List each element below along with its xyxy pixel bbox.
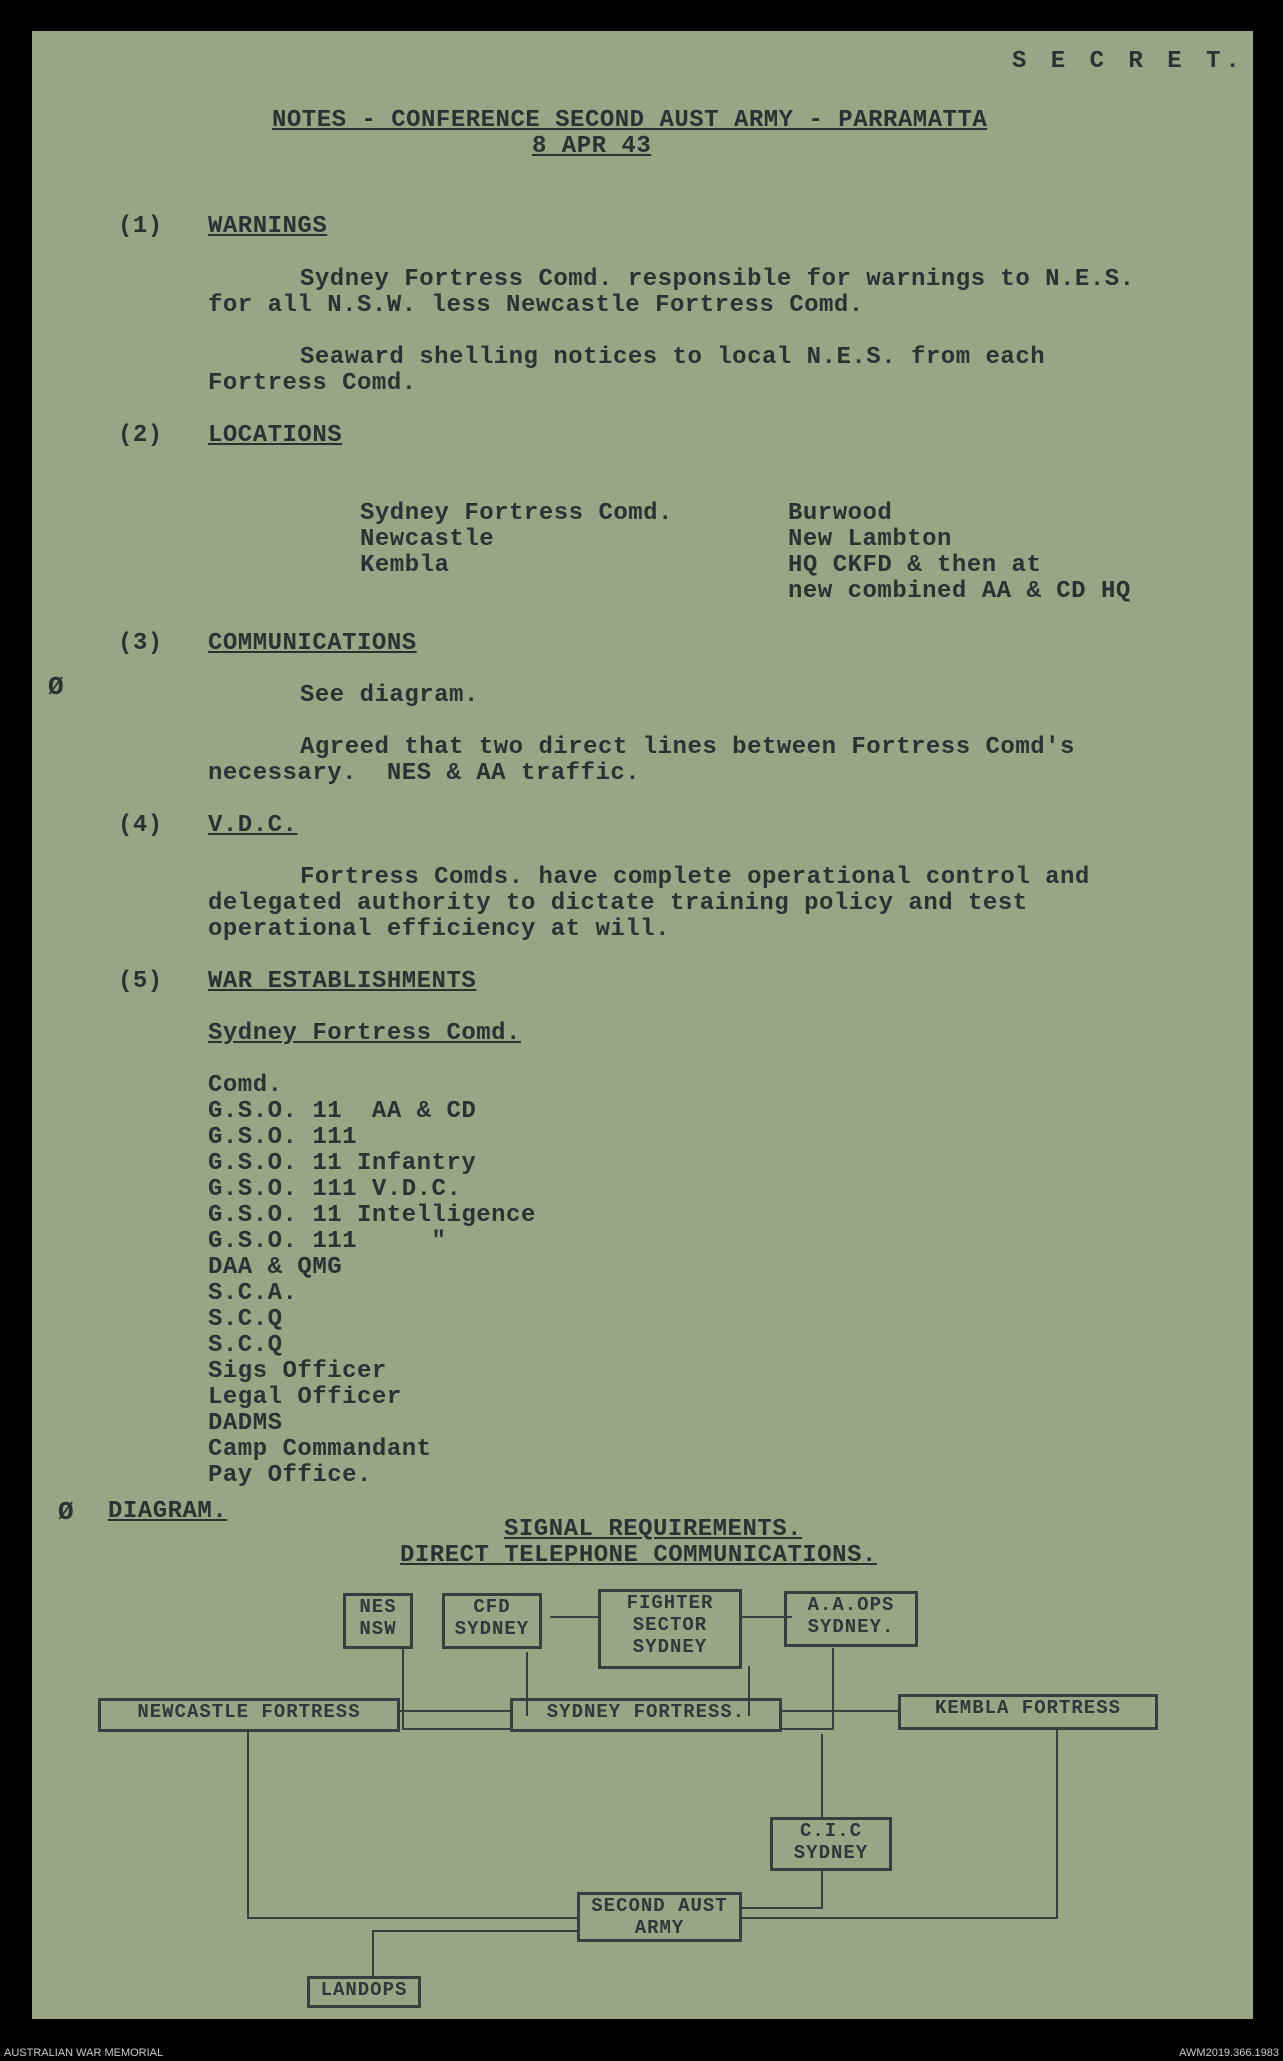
establishment-item: S.C.A. [208, 1280, 298, 1307]
section-number: (4) [118, 812, 163, 839]
establishment-item: G.S.O. 11 Intelligence [208, 1202, 536, 1229]
paragraph-line: Fortress Comds. have complete operational control and [300, 864, 1090, 891]
section-number: (1) [118, 213, 163, 240]
document-page [32, 31, 1253, 2019]
connector-line [740, 1917, 1058, 1919]
location-value: Burwood [788, 500, 893, 527]
establishment-item: G.S.O. 11 AA & CD [208, 1098, 477, 1125]
diagram-subtitle: DIRECT TELEPHONE COMMUNICATIONS. [400, 1542, 877, 1569]
node-newcastle-fortress: NEWCASTLE FORTRESS [98, 1698, 400, 1732]
location-value: New Lambton [788, 526, 952, 553]
margin-mark: Ø [58, 1497, 75, 1527]
node-sydney-fortress: SYDNEY FORTRESS. [510, 1698, 782, 1732]
establishment-item: DAA & QMG [208, 1254, 343, 1281]
location-place: Kembla [360, 552, 450, 579]
establishment-item: S.C.Q [208, 1306, 283, 1333]
footer-accession: AWM2019.366.1983 [1179, 2047, 1279, 2059]
section-heading: WARNINGS [208, 213, 328, 240]
connector-line [372, 1930, 579, 1932]
connector-line [1056, 1730, 1058, 1917]
node-cfd-sydney: CFD SYDNEY [442, 1593, 542, 1649]
paragraph-line: Seaward shelling notices to local N.E.S. from each [300, 344, 1046, 371]
establishment-item: G.S.O. 111 " [208, 1228, 447, 1255]
connector-line [247, 1917, 579, 1919]
establishment-item: G.S.O. 11 Infantry [208, 1150, 477, 1177]
establishment-item: Sigs Officer [208, 1358, 387, 1385]
connector-line [821, 1869, 823, 1907]
connector-line [247, 1730, 249, 1917]
location-place: Sydney Fortress Comd. [360, 500, 673, 527]
section-number: (5) [118, 968, 163, 995]
section-number: (3) [118, 630, 163, 657]
paragraph-line: Agreed that two direct lines between Fortress Comd's [300, 734, 1075, 761]
node-fighter-sector: FIGHTER SECTOR SYDNEY [598, 1589, 742, 1669]
paragraph-line: Sydney Fortress Comd. responsible for warnings to N.E.S. [300, 266, 1135, 293]
section-heading: V.D.C. [208, 812, 298, 839]
connector-line [780, 1728, 834, 1730]
connector-line [780, 1710, 900, 1712]
node-kembla-fortress: KEMBLA FORTRESS [898, 1694, 1158, 1730]
connector-line [402, 1728, 512, 1730]
paragraph-line: Fortress Comd. [208, 370, 417, 397]
footer-credit: AUSTRALIAN WAR MEMORIAL [4, 2047, 164, 2059]
paragraph-line: operational efficiency at will. [208, 916, 670, 943]
connector-line [832, 1648, 834, 1728]
establishment-item: G.S.O. 111 V.D.C. [208, 1176, 462, 1203]
location-value: new combined AA & CD HQ [788, 578, 1131, 605]
connector-line [398, 1710, 512, 1712]
connector-line [740, 1907, 823, 1909]
section-heading: WAR ESTABLISHMENTS [208, 968, 477, 995]
establishment-item: DADMS [208, 1410, 283, 1437]
document-date: 8 APR 43 [532, 133, 652, 160]
section-heading: LOCATIONS [208, 422, 343, 449]
node-aa-ops: A.A.OPS SYDNEY. [784, 1591, 918, 1647]
location-value: HQ CKFD & then at [788, 552, 1042, 579]
node-nes-nsw: NES NSW [343, 1593, 413, 1649]
connector-line [372, 1930, 374, 1978]
establishment-item: Legal Officer [208, 1384, 402, 1411]
connector-line [402, 1648, 404, 1728]
section-subheading: Sydney Fortress Comd. [208, 1020, 521, 1047]
establishment-item: S.C.Q [208, 1332, 283, 1359]
establishment-item: Comd. [208, 1072, 283, 1099]
connector-line [821, 1734, 823, 1819]
location-place: Newcastle [360, 526, 495, 553]
establishment-item: Pay Office. [208, 1462, 372, 1489]
section-heading: COMMUNICATIONS [208, 630, 417, 657]
diagram-title: SIGNAL REQUIREMENTS. [504, 1516, 803, 1543]
node-cic-sydney: C.I.C SYDNEY [770, 1817, 892, 1871]
connector-line [550, 1616, 600, 1618]
paragraph-line: necessary. NES & AA traffic. [208, 760, 641, 787]
paragraph-line: See diagram. [300, 682, 479, 709]
margin-mark: Ø [48, 672, 65, 702]
establishment-item: G.S.O. 111 [208, 1124, 358, 1151]
section-number: (2) [118, 422, 163, 449]
node-second-aust-army: SECOND AUST ARMY [577, 1892, 742, 1942]
establishment-item: Camp Commandant [208, 1436, 432, 1463]
document-title: NOTES - CONFERENCE SECOND AUST ARMY - PARRAMATTA [272, 107, 988, 134]
node-landops: LANDOPS [307, 1976, 421, 2008]
classification: S E C R E T. [1012, 48, 1245, 75]
paragraph-line: for all N.S.W. less Newcastle Fortress Comd. [208, 292, 864, 319]
diagram-label: DIAGRAM. [108, 1498, 228, 1525]
paragraph-line: delegated authority to dictate training policy and test [208, 890, 1028, 917]
